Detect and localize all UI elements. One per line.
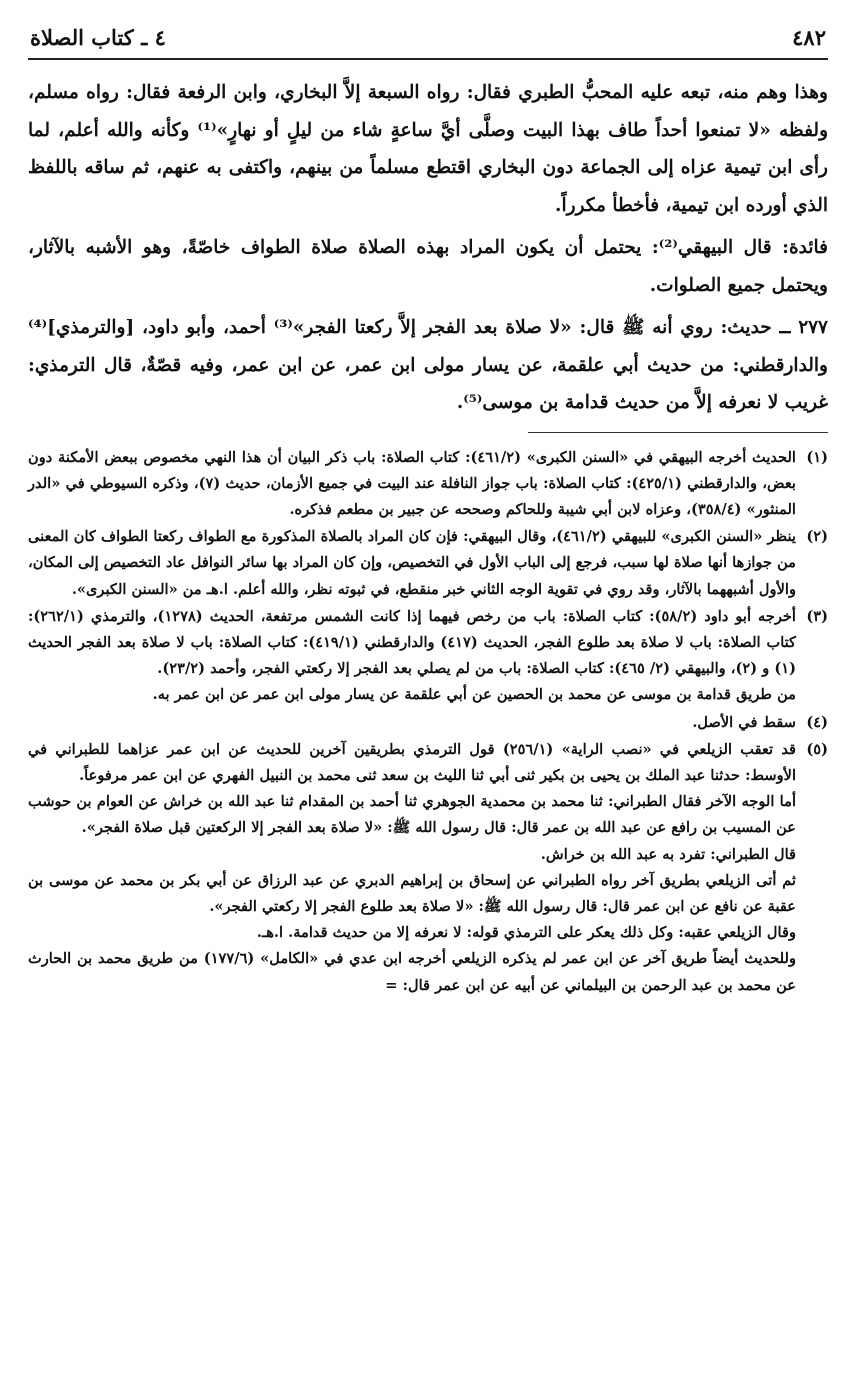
footnote-number: (٤) <box>806 713 828 731</box>
book-page <box>28 22 828 1000</box>
paragraph <box>28 229 828 304</box>
page-header <box>28 22 828 60</box>
paragraph: وهذا وهم منه، تبعه عليه المحبُّ الطبري فقال: رواه السبعة إلاَّ البخاري، وابن الرفعة فقال: رواه مسلم، ولفظه «لا تمنعوا أحداً طاف بهذا البيت وصلَّى أيَّ ساعةٍ شاء من ليلٍ أو نهارٍ»⁽¹⁾ وكأنه والله أعلم، لما رأى ابن تيمية عزاه إلى الجماعة دون البخاري اقتطع مسلماً من بينهم، واكتفى به عنهم، ثم ساقه باللفظ الذي أورده ابن تيمية، فأخطأ مكرراً. <box>28 82 828 216</box>
footnote-line: قد تعقب الزيلعي في «نصب الراية» (٢٥٦/١) قول الترمذي بطريقين آخرين للحديث عن ابن عمر عزاهما للطبراني في الأوسط: حدثنا عبد الملك بن يحيى بن بكير ثنى أبي ثنا الليث بن سعد ثنى محمد بن النبيل الفهري عن ابن عمر مرفوعاً. <box>28 740 796 784</box>
paragraph <box>28 309 828 422</box>
footnote <box>28 737 828 999</box>
chapter-title: ٤ ـ كتاب الصلاة <box>30 25 166 50</box>
footnote <box>28 710 828 736</box>
footnote-line: وقال الزيلعي عقبه: وكل ذلك يعكر على الترمذي قوله: لا نعرفه إلا من حديث قدامة. ا.هـ. <box>256 924 796 942</box>
hadith-label: ٢٧٧ ــ حديث: <box>720 317 828 338</box>
footnote-text <box>28 445 796 524</box>
hadith-text: روي أنه ﷺ قال: «لا صلاة بعد الفجر إلاَّ ركعتا الفجر»⁽³⁾ أحمد، وأبو داود، [والترمذي]⁽⁴⁾ والدارقطني: من حديث أبي علقمة، عن يسار مولى ابن عمر، عن ابن عمر، وفيه قصّةٌ، قال الترمذي: غريب لا نعرفه إلاَّ من حديث قدامة بن موسى⁽⁵⁾. <box>28 317 828 413</box>
footnote <box>28 524 828 603</box>
footnote-number: (٥) <box>806 740 828 758</box>
benefit-text: قال البيهقي⁽²⁾: يحتمل أن يكون المراد بهذه الصلاة صلاة الطواف خاصّةً، وهو الأشبه بالآثار، ويحتمل جميع الصلوات. <box>28 237 828 296</box>
footnote-separator <box>528 432 828 433</box>
main-text <box>28 74 828 422</box>
footnote-number: (٢) <box>806 528 828 546</box>
footnote-text <box>28 604 796 709</box>
page-number: ٤٨٢ <box>792 25 826 50</box>
footnote-text <box>28 737 796 999</box>
footnote-line: سقط في الأصل. <box>692 713 796 731</box>
footnote-text <box>28 524 796 603</box>
footnote-line: ثم أتى الزيلعي بطريق آخر رواه الطبراني عن إسحاق بن إبراهيم الدبري عن عبد الرزاق عن أبي بكر بن محمد عن موسى بن عقبة عن نافع عن ابن عمر قال: قال رسول الله ﷺ: «لا صلاة بعد طلوع الفجر إلا ركعتي الفجر». <box>28 871 796 915</box>
benefit-label: فائدة: <box>782 237 828 258</box>
footnote-number: (٣) <box>806 607 828 625</box>
footnote <box>28 445 828 524</box>
footnote-line: أخرجه أبو داود (٥٨/٢): كتاب الصلاة: باب من رخص فيهما إذا كانت الشمس مرتفعة، الحديث (١٢٧٨)، والترمذي (٢٦٢/١): كتاب الصلاة: باب لا صلاة بعد طلوع الفجر، الحديث (٤١٧) والدارقطني (٤١٩/١): كتاب الصلاة: باب لا صلاة بعد الفجر الحديث (١) و (٢)، والبيهقي (٢/ ٤٦٥): كتاب الصلاة: باب من لم يصلي بعد الفجر إلا ركعتي الفجر، وأحمد (٢٣/٢). <box>28 607 796 678</box>
footnote-number: (١) <box>806 448 828 466</box>
footnote-text <box>28 710 796 736</box>
footnote-line: أما الوجه الآخر فقال الطبراني: ثنا محمد بن محمدية الجوهري ثنا أحمد بن المقدام ثنا عبد الله بن خراش عن العوام بن حوشب عن المسيب بن رافع عن عبد الله بن عمر قال: قال رسول الله ﷺ: «لا صلاة بعد الفجر إلا الركعتين قبل صلاة الفجر». <box>28 793 796 837</box>
footnote-line: الحديث أخرجه البيهقي في «السنن الكبرى» (٤٦١/٢): كتاب الصلاة: باب ذكر البيان أن هذا النهي مخصوص ببعض الأمكنة دون بعض، والدارقطني (٤٢٥/١): كتاب الصلاة: باب جواز النافلة عند البيت في جميع الأزمان، حديث (٧)، وذكره السيوطي في «الدر المنثور» (٣٥٨/٤)، وعزاه لابن أبي شيبة وللحاكم وصححه عن جبير بن مطعم فذكره. <box>28 448 796 518</box>
footnote-line: وللحديث أيضاً طريق آخر عن ابن عمر لم يذكره الزيلعي أخرجه ابن عدي في «الكامل» (١٧٧/٦) من طريق محمد بن الحارث عن محمد بن عبد الرحمن بن البيلماني عن أبيه عن ابن عمر قال: = <box>28 950 796 994</box>
footnote-line: قال الطبراني: تفرد به عبد الله بن خراش. <box>540 845 796 863</box>
footnote <box>28 604 828 709</box>
footnote-line: من طريق قدامة بن موسى عن محمد بن الحصين عن أبي علقمة عن يسار مولى ابن عمر عن ابن عمر به. <box>152 686 796 704</box>
footnotes <box>28 445 828 999</box>
footnote-line: ينظر «السنن الكبرى» للبيهقي (٤٦١/٢)، وقال البيهقي: فإن كان المراد بالصلاة المذكورة مع الطواف ركعتا الطواف كان المعنى من جوازها أنها صلاة لها سبب، فرجع إلى الباب الأول في التخصيص، وإن كان المراد بها سائر النوافل عاد التخصيص إلى المكان، والأول أشبههما بالآثار، وقد روي في تقوية الوجه الثاني خبر منقطع، في ثبوته نظر، والله أعلم. ا.هـ من «السنن الكبرى». <box>28 528 796 598</box>
